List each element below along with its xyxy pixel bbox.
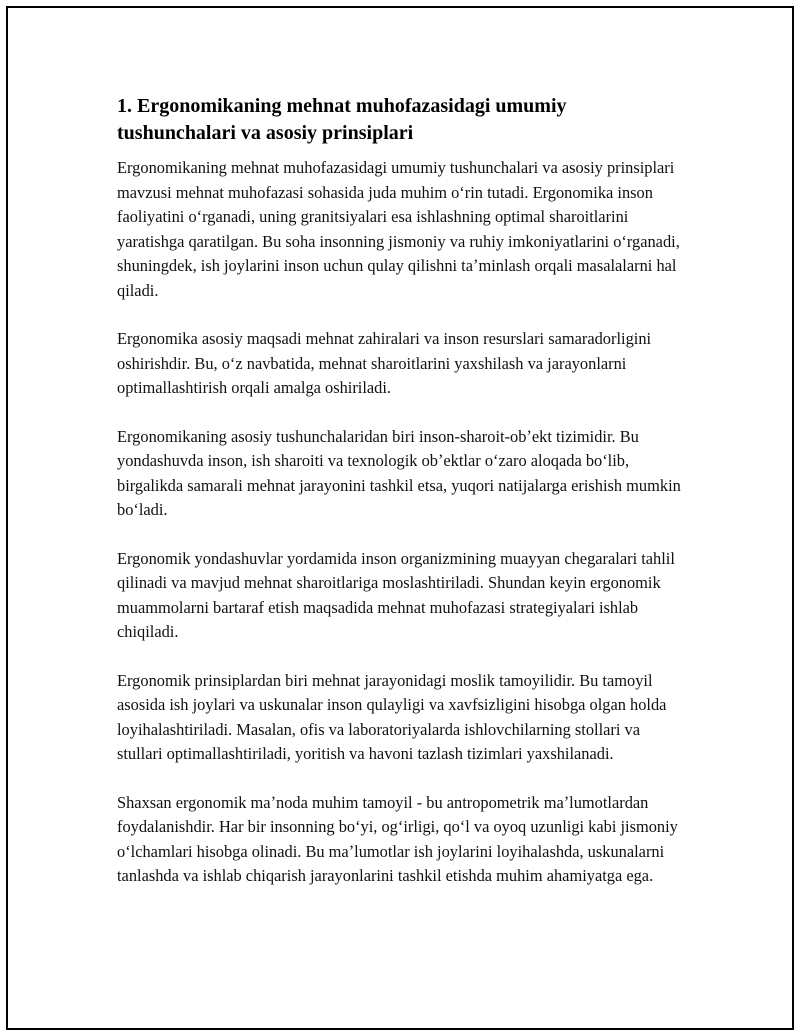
paragraph-2: Ergonomika asosiy maqsadi mehnat zahiralari va inson resurslari samaradorligini oshirishdir. Bu, oʻz navbatida, mehnat sharoitlarini yaxshilash va jarayonlarni optimallashtirish orqali amalga oshiriladi. — [117, 329, 652, 397]
document-body — [117, 93, 689, 913]
paragraph-6: Shaxsan ergonomik maʼnoda muhim tamoyil - bu antropometrik maʼlumotlardan foydalanishdir. Har bir insonning boʻyi, ogʻirligi, qoʻl va oyoq uzunligi kabi jismoniy oʻlchamlari hisobga olinadi. Bu maʼlumotlar ish joylarini loyihalashda, uskunalarni tanlashda va ishlab chiqarish jarayonlarini tashkil etishda muhim ahamiyatga ega. — [117, 792, 678, 885]
paragraph-4: Ergonomik yondashuvlar yordamida inson organizmining muayyan chegaralari tahlil qilinadi va mavjud mehnat sharoitlariga moslashtiriladi. Shundan keyin ergonomik muammolarni bartaraf etish maqsadida mehnat muhofazasi strategiyalari ishlab chiqiladi. — [117, 548, 675, 641]
paragraph-5: Ergonomik prinsiplardan biri mehnat jarayonidagi moslik tamoyilidir. Bu tamoyil asosida ish joylari va uskunalar inson qulayligi va xavfsizligini hisobga olgan holda loyihalashtiriladi. Masalan, ofis va laboratoriyalarda ishlovchilarning stollari va stullari optimallashtiriladi, yoritish va havoni tazlash tizimlari yaxshilanadi. — [117, 670, 667, 763]
section-heading: 1. Ergonomikaning mehnat muhofazasidagi umumiy tushunchalari va asosiy prinsiplari — [117, 95, 567, 144]
paragraph-1: Ergonomikaning mehnat muhofazasidagi umumiy tushunchalari va asosiy prinsiplari mavzusi mehnat muhofazasi sohasida juda muhim oʻrin tutadi. Ergonomika inson faoliyatini oʻrganadi, uning granitsiyalari esa ishlashning optimal sharoitlarini yaratishga qaratilgan. Bu soha insonning jismoniy va ruhiy imkoniyatlarini oʻrganadi, shuningdek, ish joylarini inson uchun qulay qilishni taʼminlash orqali masalalarni hal qiladi. — [117, 158, 680, 300]
paragraph-3: Ergonomikaning asosiy tushunchalaridan biri inson-sharoit-obʼekt tizimidir. Bu yondashuvda inson, ish sharoiti va texnologik obʼektlar oʻzaro aloqada boʻlib, birgalikda samarali mehnat jarayonini tashkil etsa, yuqori natijalarga erishish mumkin boʻladi. — [117, 426, 681, 519]
